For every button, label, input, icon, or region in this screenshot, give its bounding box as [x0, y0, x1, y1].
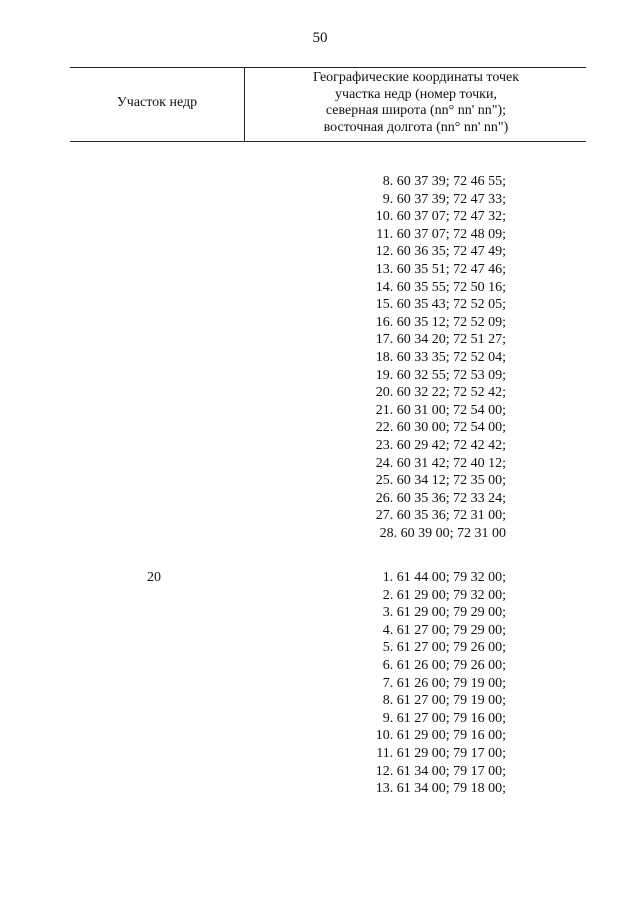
coordinate-point: 8. 61 27 00; 79 19 00;	[382, 693, 506, 709]
coordinate-point: 13. 61 34 00; 79 18 00;	[375, 781, 506, 797]
coordinate-point: 18. 60 33 35; 72 52 04;	[375, 349, 506, 365]
coordinate-point: 22. 60 30 00; 72 54 00;	[375, 420, 506, 436]
coordinate-point: 10. 60 37 07; 72 47 32;	[375, 209, 506, 225]
coordinate-point: 11. 61 29 00; 79 17 00;	[376, 745, 506, 761]
coordinate-point: 17. 60 34 20; 72 51 27;	[375, 332, 506, 348]
coordinate-point: 24. 60 31 42; 72 40 12;	[375, 455, 506, 471]
coordinate-point: 13. 60 35 51; 72 47 46;	[375, 261, 506, 277]
coordinate-point: 7. 61 26 00; 79 19 00;	[382, 675, 506, 691]
coordinate-point: 5. 61 27 00; 79 26 00;	[382, 640, 506, 656]
coordinate-point: 16. 60 35 12; 72 52 09;	[375, 314, 506, 330]
coordinate-point: 6. 61 26 00; 79 26 00;	[382, 657, 506, 673]
coordinate-point: 9. 61 27 00; 79 16 00;	[382, 710, 506, 726]
header-coordinates-line: восточная долгота (nn° nn' nn")	[323, 119, 509, 135]
coordinate-point: 23. 60 29 42; 72 42 42;	[375, 437, 506, 453]
coordinate-point: 1. 61 44 00; 79 32 00;	[382, 570, 506, 585]
coordinate-point: 20. 60 32 22; 72 52 42;	[375, 385, 506, 401]
coordinate-point: 2. 61 29 00; 79 32 00;	[382, 587, 506, 603]
header-plot-column: Участок недр	[116, 95, 198, 110]
coordinate-point: 28. 60 39 00; 72 31 00	[379, 525, 506, 541]
coordinate-point: 10. 61 29 00; 79 16 00;	[375, 728, 506, 744]
coordinate-point: 11. 60 37 07; 72 48 09;	[376, 226, 506, 242]
table-top-rule	[70, 67, 586, 68]
coordinate-point: 12. 61 34 00; 79 17 00;	[375, 763, 506, 779]
coordinate-point: 8. 60 37 39; 72 46 55;	[382, 174, 506, 189]
coordinate-point: 12. 60 36 35; 72 47 49;	[375, 244, 506, 260]
coordinate-point: 4. 61 27 00; 79 29 00;	[382, 622, 506, 638]
table-bottom-rule	[70, 141, 586, 142]
coordinate-point: 15. 60 35 43; 72 52 05;	[375, 297, 506, 313]
coordinate-list-block-b	[320, 569, 520, 798]
coordinate-point: 3. 61 29 00; 79 29 00;	[382, 605, 506, 621]
header-coordinates-line: участка недр (номер точки,	[335, 86, 497, 102]
page-number: 50	[312, 30, 328, 46]
coordinate-point: 26. 60 35 36; 72 33 24;	[375, 490, 506, 506]
header-coordinates-line: северная широта (nn° nn' nn");	[325, 103, 507, 118]
header-coordinates-column	[246, 70, 586, 136]
plot-number: 20	[147, 570, 161, 585]
coordinate-point: 27. 60 35 36; 72 31 00;	[375, 508, 506, 524]
coordinate-point: 21. 60 31 00; 72 54 00;	[375, 402, 506, 418]
coordinate-point: 14. 60 35 55; 72 50 16;	[375, 279, 506, 295]
coordinate-point: 19. 60 32 55; 72 53 09;	[375, 367, 506, 383]
table-header	[70, 67, 586, 142]
column-divider	[244, 67, 245, 142]
coordinate-point: 25. 60 34 12; 72 35 00;	[375, 473, 506, 489]
coordinate-list-block-a	[320, 173, 520, 542]
header-coordinates-line: Географические координаты точек	[312, 70, 520, 85]
coordinate-point: 9. 60 37 39; 72 47 33;	[382, 191, 506, 207]
